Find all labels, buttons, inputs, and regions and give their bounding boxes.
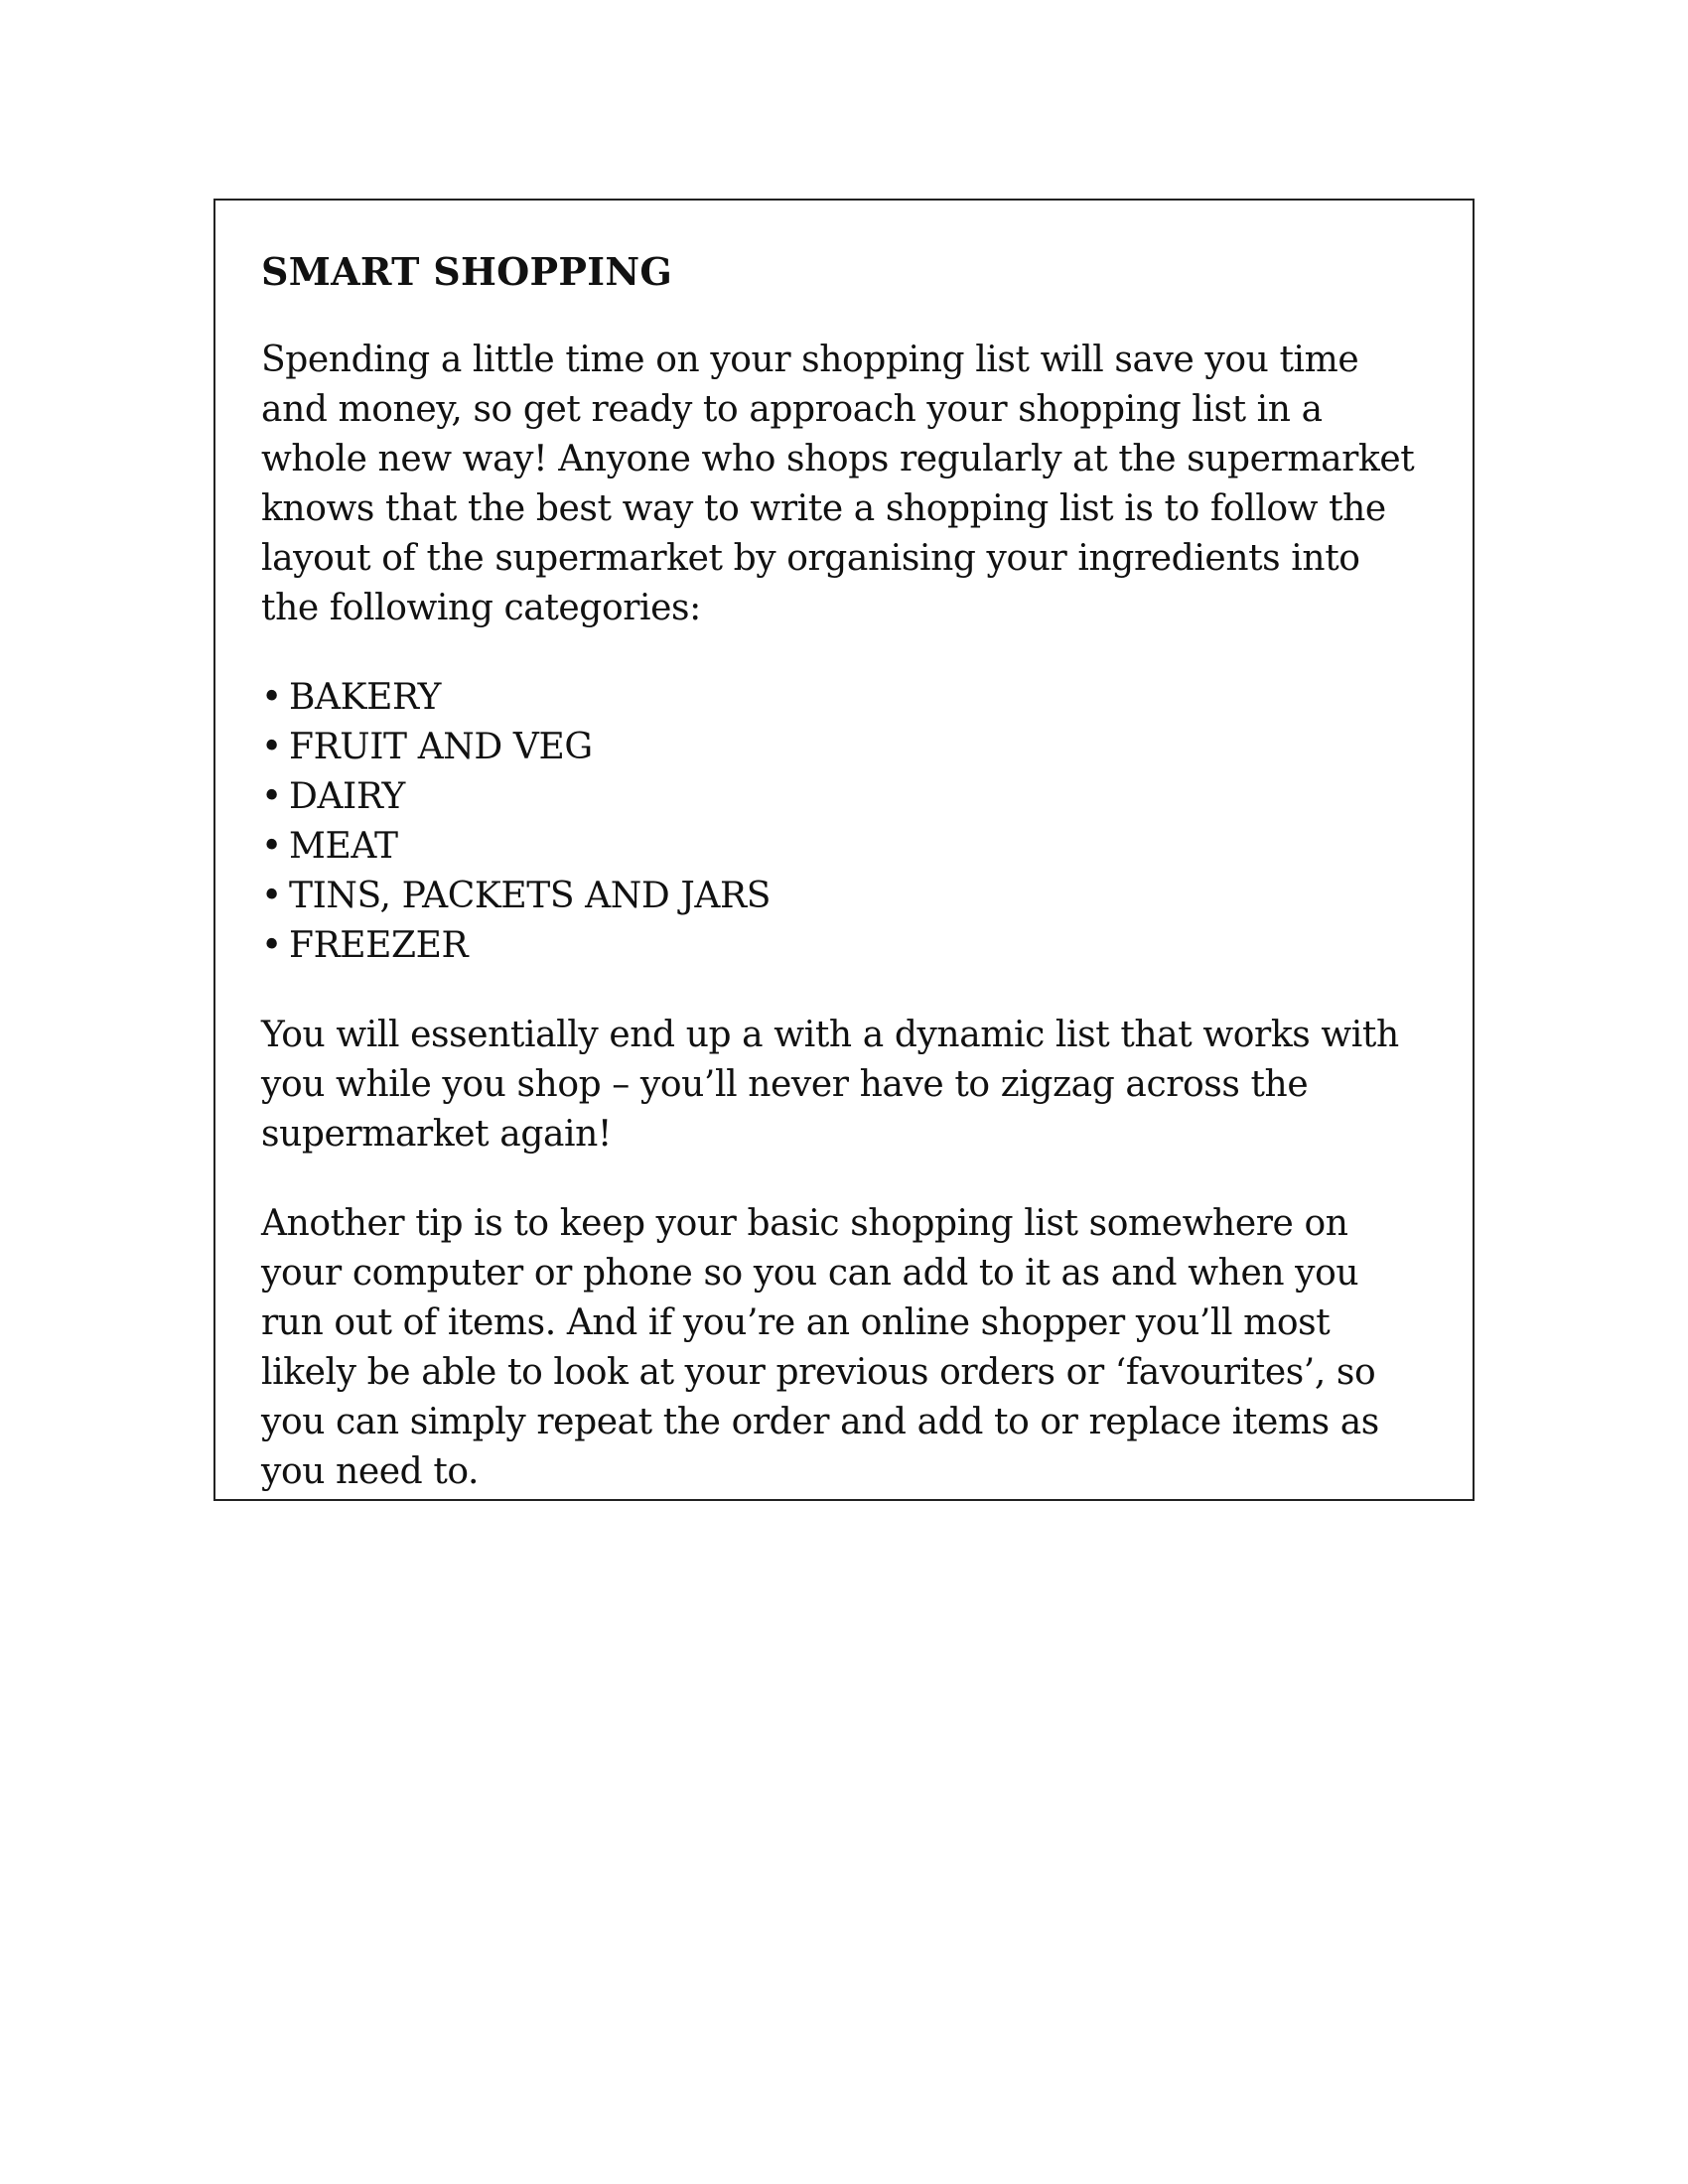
tip-paragraph: Another tip is to keep your basic shopping list somewhere on your computer or phone so you can add to it as and when you run out of items. And if you’re an online shopper you’ll most likely be able to look at your previous orders or ‘favourites’, so you can simply repeat the order and add to or replace items as you need to. [261,1203,1379,1492]
box-title: SMART SHOPPING [261,249,673,294]
category-label: FRUIT AND VEG [289,727,593,767]
category-label: DAIRY [289,776,405,817]
bullet-icon: • [261,727,282,767]
bullet-icon: • [261,925,282,966]
category-list [261,673,1427,971]
smart-shopping-box [213,199,1475,1501]
bullet-icon: • [261,826,282,867]
intro-paragraph: Spending a little time on your shopping list will save you time and money, so get ready to approach your shopping list in a whole new way! Anyone who shops regularly at the supermarket knows that the best way to write a shopping list is to follow the layout of the supermarket by organising your ingredients into the following categories: [261,340,1415,628]
bullet-icon: • [261,776,282,817]
category-label: MEAT [289,826,398,867]
zigzag-paragraph: You will essentially end up a with a dynamic list that works with you while you shop – you’ll never have to zigzag across the supermarket again! [261,1015,1399,1155]
category-label: BAKERY [289,677,441,718]
list-item [261,921,1427,971]
list-item [261,673,1427,723]
list-item [261,772,1427,822]
list-item [261,822,1427,872]
bullet-icon: • [261,677,282,718]
list-item [261,723,1427,772]
bullet-icon: • [261,876,282,916]
category-label: TINS, PACKETS AND JARS [289,876,771,916]
list-item [261,872,1427,921]
category-label: FREEZER [289,925,469,966]
